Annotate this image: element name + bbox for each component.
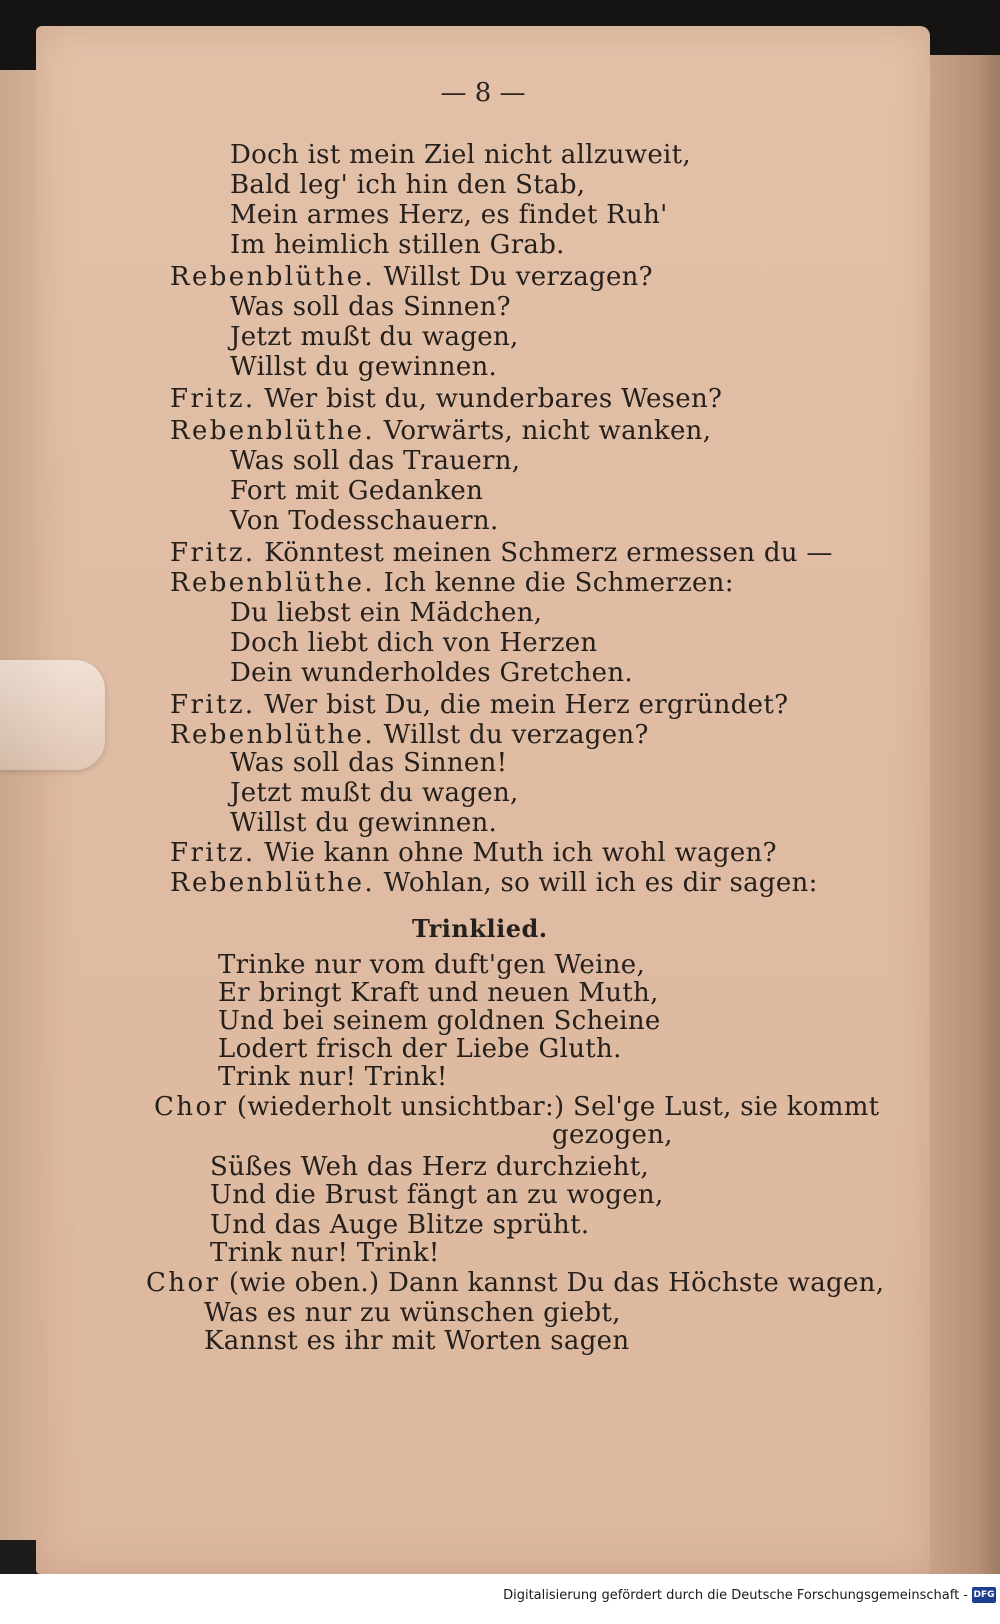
- text-line: [218, 978, 659, 1008]
- line-text: Was soll das Sinnen!: [230, 748, 508, 778]
- line-text: Was soll das Trauern,: [230, 446, 521, 476]
- line-text: Jetzt mußt du wagen,: [230, 778, 519, 808]
- line-text: Dein wunderholdes Gretchen.: [230, 658, 633, 688]
- line-text: Willst du gewinnen.: [230, 352, 498, 382]
- text-line: [170, 262, 653, 292]
- line-text: Wer bist Du, die mein Herz ergründet?: [264, 690, 789, 720]
- text-line: [170, 838, 777, 868]
- line-text: Und das Auge Blitze sprüht.: [210, 1210, 590, 1240]
- text-line: [210, 1238, 440, 1268]
- facing-page-right-edge: [925, 55, 1000, 1575]
- line-text: Willst du verzagen?: [383, 720, 649, 750]
- line-text: Und die Brust fängt an zu wogen,: [210, 1180, 664, 1210]
- line-text: Und bei seinem goldnen Scheine: [218, 1006, 661, 1036]
- text-line: [210, 1180, 664, 1210]
- line-text: Was soll das Sinnen?: [230, 292, 511, 322]
- line-text: Im heimlich stillen Grab.: [230, 230, 565, 260]
- text-line: [230, 778, 519, 808]
- line-text: Du liebst ein Mädchen,: [230, 598, 543, 628]
- text-line: [170, 416, 711, 446]
- line-text: Bald leg' ich hin den Stab,: [230, 170, 586, 200]
- line-text: Trinklied.: [412, 914, 548, 943]
- text-line: [170, 868, 818, 898]
- text-line: [230, 292, 511, 322]
- text-line: [230, 628, 597, 658]
- line-text: Trink nur! Trink!: [218, 1062, 448, 1092]
- speaker-name: Rebenblüthe.: [170, 568, 376, 598]
- text-line: [230, 658, 633, 688]
- text-line: [204, 1298, 621, 1328]
- text-line: [230, 506, 499, 536]
- speaker-name: Fritz.: [170, 838, 256, 868]
- line-text: Er bringt Kraft und neuen Muth,: [218, 978, 659, 1008]
- text-line: [230, 748, 507, 778]
- line-text: Könntest meinen Schmerz ermessen du —: [264, 538, 833, 568]
- line-text: Vorwärts, nicht wanken,: [383, 416, 712, 446]
- line-text: Mein armes Herz, es findet Ruh': [230, 200, 668, 230]
- page-clip-holder: [0, 660, 105, 770]
- line-text: Kannst es ihr mit Worten sagen: [204, 1326, 630, 1356]
- text-line: [170, 538, 833, 568]
- text-line: [218, 1034, 622, 1064]
- line-text: Was es nur zu wünschen giebt,: [204, 1298, 621, 1328]
- text-line: [218, 1006, 661, 1036]
- speaker-name: Fritz.: [170, 690, 256, 720]
- line-text: Willst du gewinnen.: [230, 808, 498, 838]
- text-line: [552, 1120, 673, 1150]
- text-line: [230, 352, 497, 382]
- text-line: [230, 140, 691, 170]
- text-line: [170, 568, 734, 598]
- text-line: [218, 950, 645, 980]
- text-line: [170, 720, 649, 750]
- dfg-logo: DFG: [972, 1587, 996, 1603]
- text-line: [230, 808, 497, 838]
- speaker-name: Rebenblüthe.: [170, 868, 376, 898]
- speaker-name: Chor: [146, 1268, 221, 1298]
- text-line: [230, 476, 483, 506]
- text-line: [230, 598, 542, 628]
- line-text: Wohlan, so will ich es dir sagen:: [383, 868, 818, 898]
- speaker-name: Fritz.: [170, 538, 256, 568]
- section-title: [412, 914, 548, 944]
- line-text: (wiederholt unsichtbar:) Sel'ge Lust, sie kommt: [236, 1092, 880, 1122]
- text-line: [230, 170, 585, 200]
- line-text: Fort mit Gedanken: [230, 476, 484, 506]
- text-line: [170, 690, 788, 720]
- line-text: Doch ist mein Ziel nicht allzuweit,: [230, 140, 691, 170]
- funding-credit: Digitalisierung gefördert durch die Deutsche Forschungsgemeinschaft -: [503, 1588, 968, 1603]
- line-text: Trinke nur vom duft'gen Weine,: [218, 950, 646, 980]
- line-text: Lodert frisch der Liebe Gluth.: [218, 1034, 622, 1064]
- line-text: Wie kann ohne Muth ich wohl wagen?: [264, 838, 777, 868]
- text-line: [170, 384, 722, 414]
- line-text: Wer bist du, wunderbares Wesen?: [264, 384, 723, 414]
- text-line: [218, 1062, 448, 1092]
- speaker-name: Rebenblüthe.: [170, 262, 376, 292]
- page-number: — 8 —: [440, 78, 526, 108]
- speaker-name: Rebenblüthe.: [170, 720, 376, 750]
- speaker-name: Chor: [154, 1092, 229, 1122]
- text-line: [230, 446, 520, 476]
- line-text: Jetzt mußt du wagen,: [230, 322, 519, 352]
- line-text: Ich kenne die Schmerzen:: [383, 568, 734, 598]
- speaker-name: Rebenblüthe.: [170, 416, 376, 446]
- text-line: [154, 1092, 879, 1122]
- text-line: [230, 200, 668, 230]
- line-text: Willst Du verzagen?: [383, 262, 653, 292]
- text-line: [230, 322, 519, 352]
- line-text: Von Todesschauern.: [230, 506, 499, 536]
- text-line: [210, 1152, 649, 1182]
- line-text: gezogen,: [552, 1120, 673, 1150]
- text-line: [204, 1326, 629, 1356]
- text-line: [146, 1268, 884, 1298]
- line-text: Trink nur! Trink!: [210, 1238, 440, 1268]
- line-text: Doch liebt dich von Herzen: [230, 628, 598, 658]
- speaker-name: Fritz.: [170, 384, 256, 414]
- book-page: [36, 26, 930, 1574]
- line-text: (wie oben.) Dann kannst Du das Höchste wagen,: [228, 1268, 885, 1298]
- text-line: [210, 1210, 589, 1240]
- text-line: [230, 230, 565, 260]
- line-text: Süßes Weh das Herz durchzieht,: [210, 1152, 650, 1182]
